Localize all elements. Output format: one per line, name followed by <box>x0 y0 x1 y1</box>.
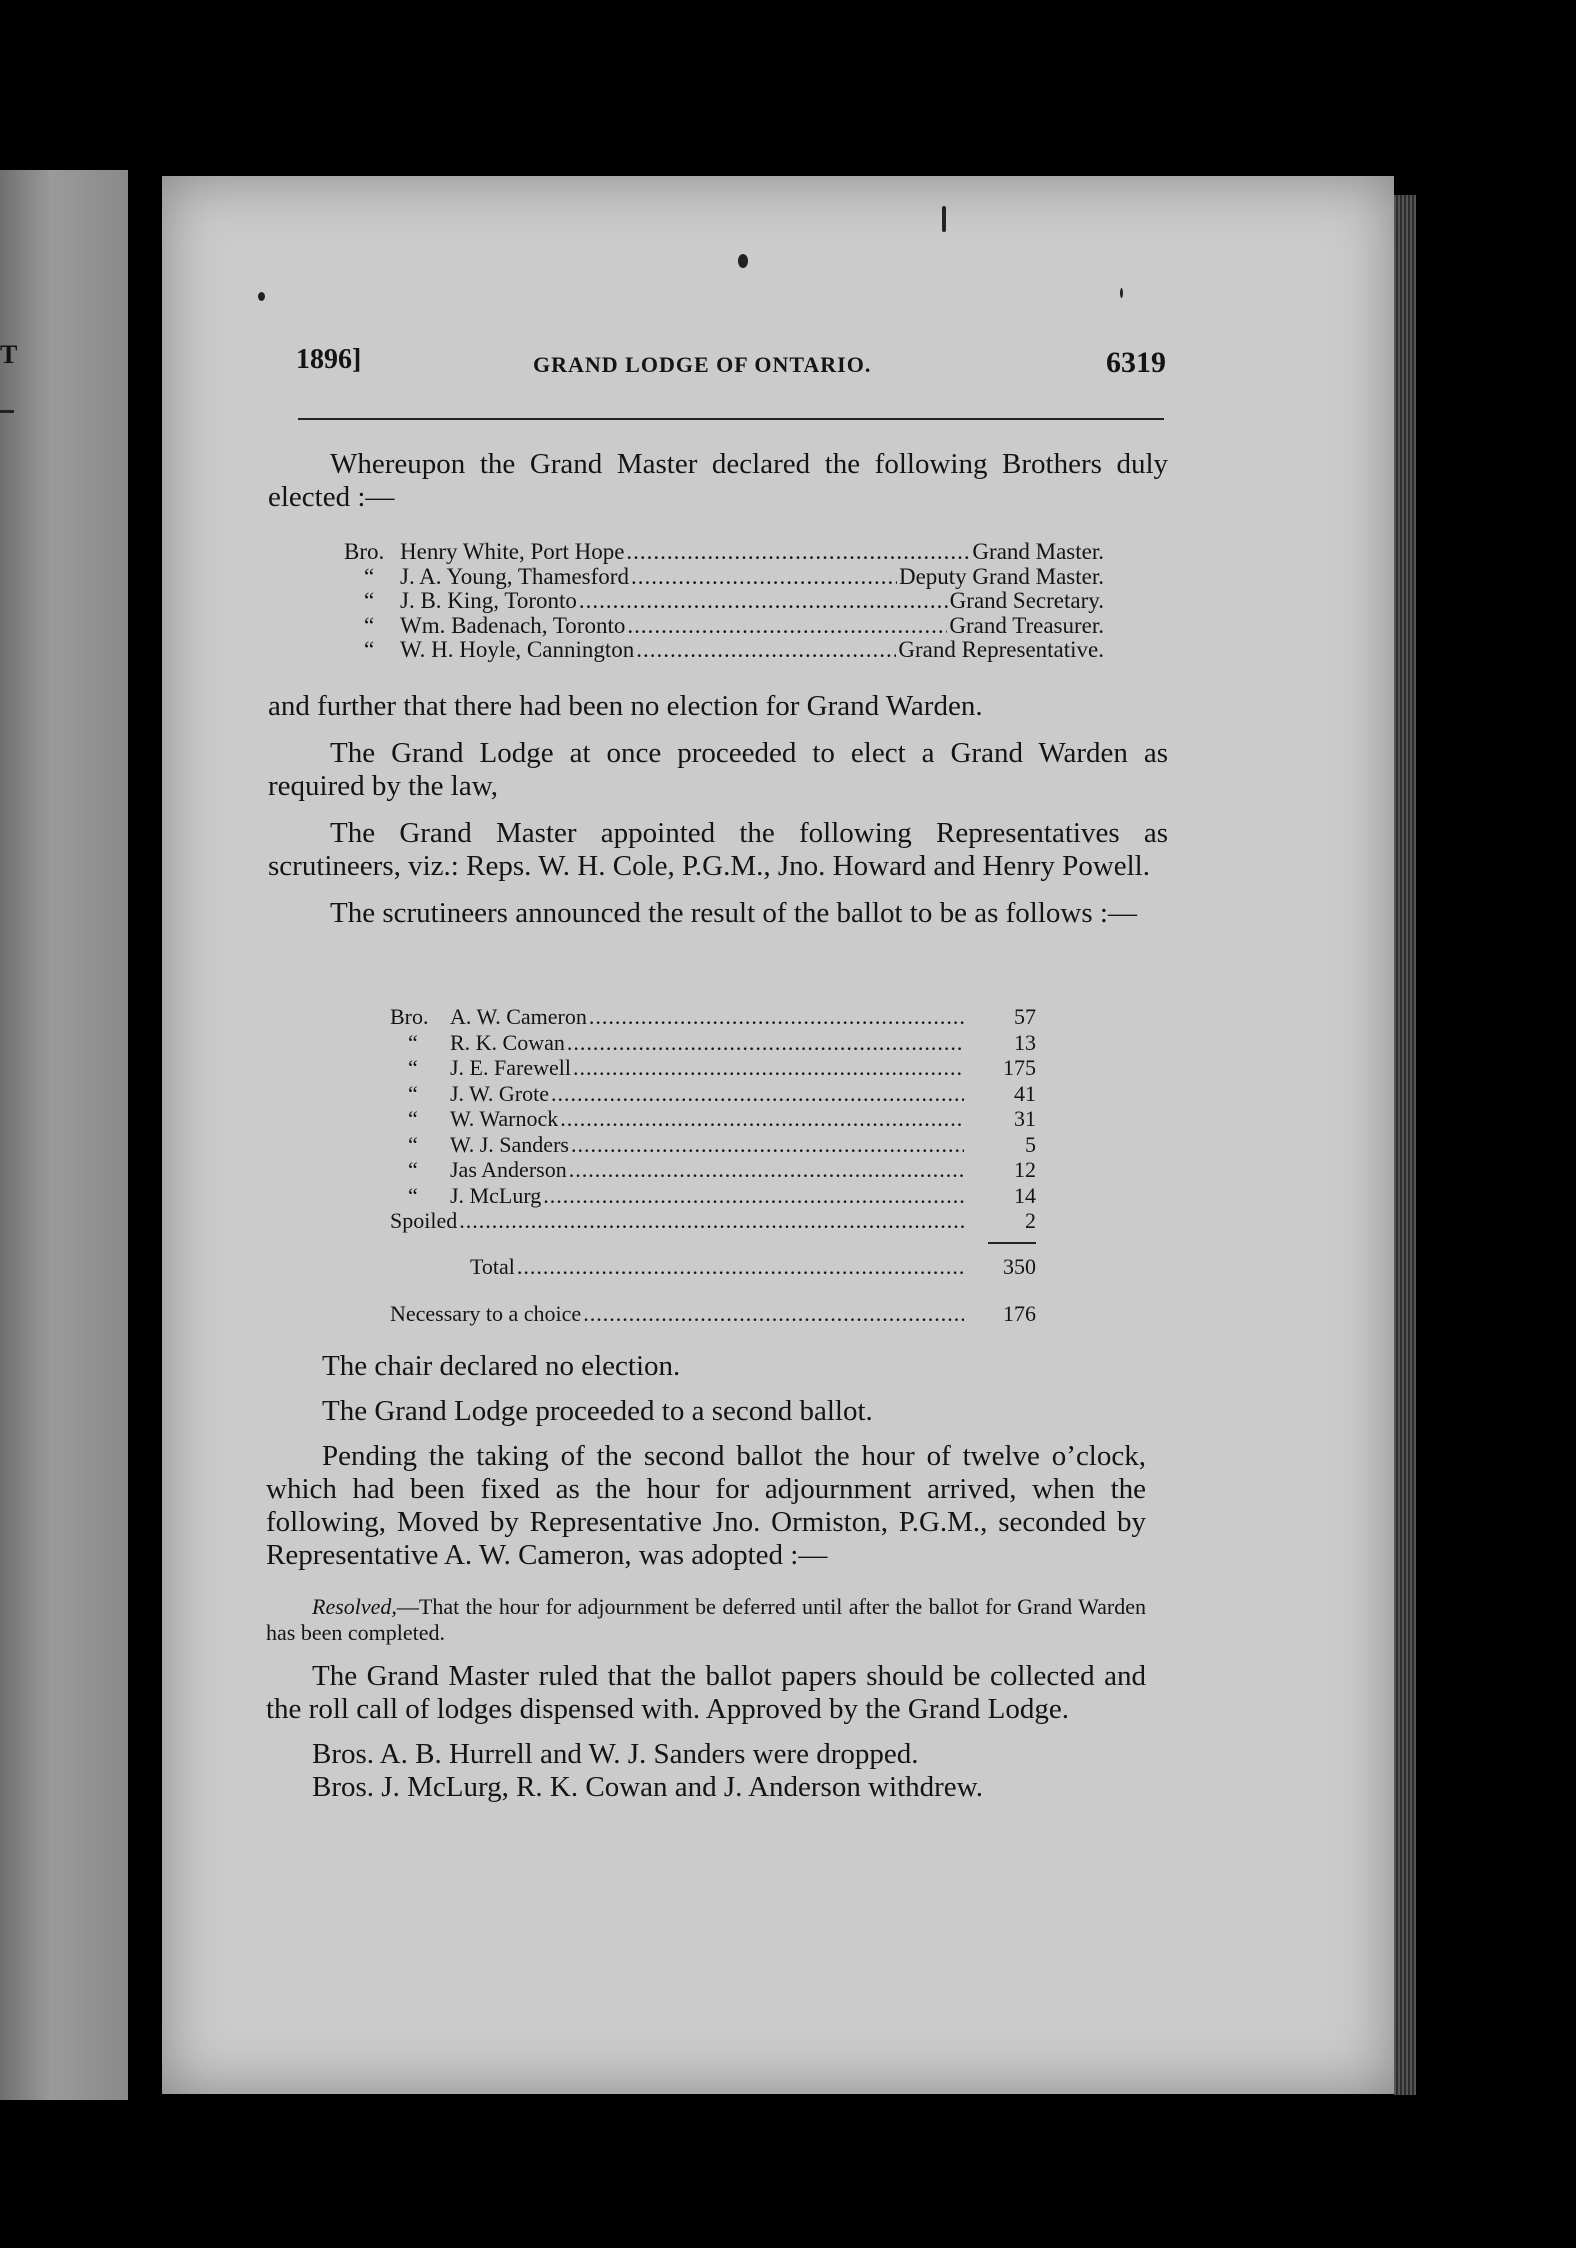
vote-count: 2 <box>1025 1208 1036 1233</box>
body-text-bottom <box>266 1350 1146 1804</box>
vote-count: 13 <box>1014 1029 1036 1055</box>
candidate-name: W. Warnock <box>450 1106 559 1131</box>
officer-name: W. H. Hoyle, Cannington <box>400 637 635 662</box>
ink-speck <box>1120 288 1123 298</box>
officer-prefix: “ <box>364 637 375 662</box>
page-header <box>296 344 1166 394</box>
adjacent-page-dash <box>0 410 14 413</box>
ballot-prefix: “ <box>408 1055 418 1080</box>
officer-row <box>344 540 1104 565</box>
header-year: 1896] <box>296 344 362 375</box>
total-label: Total <box>470 1253 515 1279</box>
ballot-row <box>390 1055 1040 1081</box>
officer-prefix: “ <box>364 588 375 613</box>
paragraph-second-ballot: The Grand Lodge proceeded to a second ballot. <box>322 1395 873 1427</box>
vote-count: 57 <box>1014 1004 1036 1029</box>
candidate-name: W. J. Sanders <box>450 1131 569 1157</box>
body-text-top <box>268 448 1168 514</box>
necessary-value: 176 <box>1003 1301 1036 1326</box>
leader-dots <box>573 1055 964 1081</box>
paragraph-proceed-elect: The Grand Lodge at once proceeded to elect a Grand Warden as required by the law, <box>268 737 1168 802</box>
ink-speck <box>942 206 946 232</box>
candidate-name: A. W. Cameron <box>450 1004 587 1029</box>
leader-dots <box>567 1030 964 1056</box>
necessary-label: Necessary to a choice <box>390 1301 582 1326</box>
ink-speck <box>738 254 748 268</box>
ballot-prefix: “ <box>408 1157 418 1182</box>
ballot-row <box>390 1004 1040 1030</box>
officer-office: Deputy Grand Master. <box>898 563 1104 589</box>
officer-prefix: “ <box>364 612 375 638</box>
leader-dots <box>459 1208 964 1234</box>
officer-office: Grand Secretary. <box>949 588 1104 613</box>
ballot-prefix: “ <box>408 1080 418 1106</box>
ballot-prefix: “ <box>408 1131 418 1157</box>
ballot-prefix: “ <box>408 1106 418 1131</box>
officer-office: Grand Representative. <box>898 637 1104 662</box>
ballot-row <box>390 1132 1040 1158</box>
leader-dots <box>631 565 897 590</box>
paragraph-adjournment: Pending the taking of the second ballot the hour of twelve o’clock, which had been fixed as the hour for adjournment arrived, when the following, Moved by Representative Jno. Ormiston, P.G.M., seconded by Representative A. W. Cameron, was adopted :— <box>266 1440 1146 1571</box>
resolution-text <box>266 1594 1146 1646</box>
vote-count: 41 <box>1014 1080 1036 1106</box>
elected-officers-list <box>344 540 1104 663</box>
leader-dots <box>543 1183 964 1209</box>
adjacent-page-letter: T <box>0 340 18 369</box>
ballot-results-table <box>390 1004 1040 1327</box>
ink-speck <box>258 292 265 301</box>
vote-count: 5 <box>1025 1131 1036 1157</box>
candidate-name: J. E. Farewell <box>450 1055 571 1080</box>
vote-count: 175 <box>1003 1055 1036 1080</box>
candidate-name: J. McLurg <box>450 1182 542 1208</box>
ballot-row <box>390 1081 1040 1107</box>
ballot-prefix: Bro. <box>390 1004 429 1029</box>
leader-dots <box>551 1081 964 1107</box>
leader-dots <box>583 1301 964 1327</box>
total-value: 350 <box>1003 1253 1036 1279</box>
officer-name: J. B. King, Toronto <box>400 588 577 613</box>
vote-count: 14 <box>1014 1182 1036 1208</box>
paragraph-elected-intro: Whereupon the Grand Master declared the following Brothers duly elected :— <box>268 448 1168 513</box>
officer-office: Grand Master. <box>972 539 1104 564</box>
officer-row <box>344 638 1104 663</box>
paragraph-ballot-papers: The Grand Master ruled that the ballot papers should be collected and the roll call of lodges dispensed with. Approved by the Grand Lodge. <box>266 1660 1146 1725</box>
leader-dots <box>589 1004 964 1030</box>
ballot-total-row <box>470 1254 1040 1280</box>
officer-name: J. A. Young, Thamesford <box>400 563 629 589</box>
leader-dots <box>571 1132 964 1158</box>
header-title: GRAND LODGE OF ONTARIO. <box>533 352 872 377</box>
ballot-prefix: “ <box>408 1029 418 1055</box>
officer-prefix: “ <box>364 563 375 589</box>
leader-dots <box>517 1254 964 1280</box>
ballot-row <box>390 1106 1040 1132</box>
body-text-middle <box>268 690 1168 930</box>
page-stack-edge <box>1394 195 1416 2095</box>
resolved-label: Resolved, <box>312 1594 397 1619</box>
officer-row <box>344 565 1104 590</box>
officer-prefix: Bro. <box>344 539 385 564</box>
ballot-row <box>390 1208 1040 1234</box>
officer-name: Henry White, Port Hope <box>400 539 625 564</box>
candidate-name: Jas Anderson <box>450 1157 567 1182</box>
ballot-prefix: “ <box>408 1182 418 1208</box>
leader-dots <box>569 1157 964 1183</box>
ballot-row <box>390 1183 1040 1209</box>
adjacent-page-edge <box>0 170 128 2100</box>
candidate-name: J. W. Grote <box>450 1080 549 1106</box>
paragraph-no-election-declared: The chair declared no election. <box>322 1350 681 1382</box>
officer-office: Grand Treasurer. <box>949 612 1104 638</box>
vote-count: 31 <box>1014 1106 1036 1131</box>
leader-dots <box>626 540 970 565</box>
officer-row <box>344 614 1104 639</box>
paragraph-dropped: Bros. A. B. Hurrell and W. J. Sanders were dropped. <box>312 1738 919 1770</box>
paragraph-withdrew: Bros. J. McLurg, R. K. Cowan and J. Anderson withdrew. <box>312 1771 983 1803</box>
candidate-name: Spoiled <box>390 1208 458 1233</box>
officer-name: Wm. Badenach, Toronto <box>400 612 626 638</box>
leader-dots <box>627 614 947 639</box>
page-number: 6319 <box>1106 346 1166 379</box>
ballot-row <box>390 1157 1040 1183</box>
candidate-name: R. K. Cowan <box>450 1029 565 1055</box>
ballot-necessary-row <box>390 1301 1040 1327</box>
leader-dots <box>579 589 948 614</box>
vote-count: 12 <box>1014 1157 1036 1182</box>
leader-dots <box>560 1106 964 1132</box>
resolved-body: —That the hour for adjournment be deferred until after the ballot for Grand Warden has been completed. <box>266 1594 1146 1645</box>
ballot-row <box>390 1030 1040 1056</box>
total-rule <box>988 1242 1036 1244</box>
header-rule <box>298 418 1164 420</box>
officer-row <box>344 589 1104 614</box>
leader-dots <box>636 638 896 663</box>
paragraph-ballot-result: The scrutineers announced the result of the ballot to be as follows :— <box>330 897 1137 929</box>
paragraph-no-election: and further that there had been no election for Grand Warden. <box>268 690 983 722</box>
paragraph-scrutineers: The Grand Master appointed the following Representatives as scrutineers, viz.: Reps. W. H. Cole, P.G.M., Jno. Howard and Henry Powell. <box>268 817 1168 882</box>
